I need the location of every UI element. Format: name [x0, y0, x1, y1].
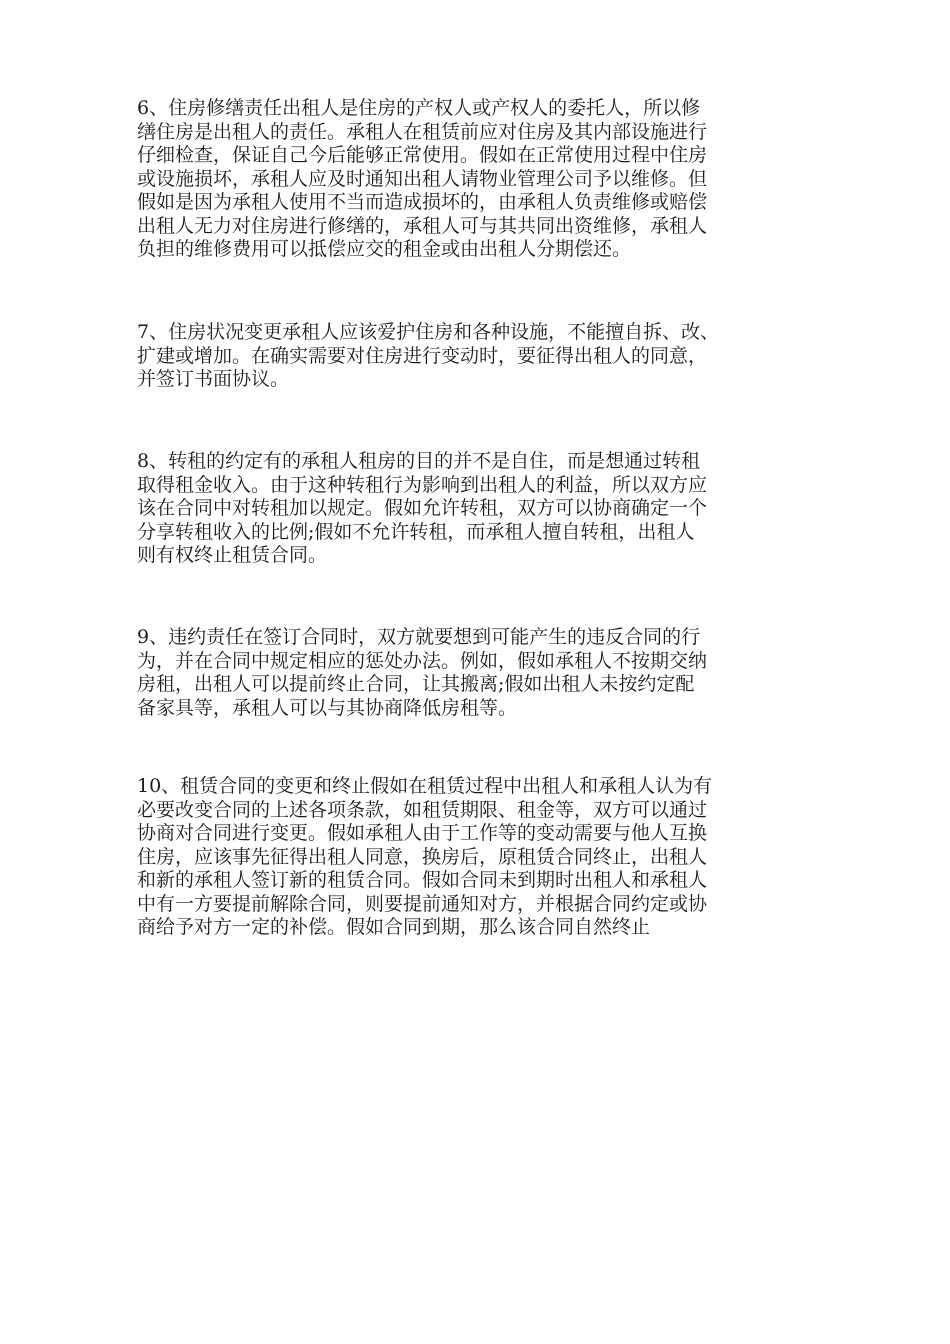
paragraph-line: 扩建或增加。在确实需要对住房进行变动时，要征得出租人的同意， — [137, 344, 708, 367]
paragraph-line: 负担的维修费用可以抵偿应交的租金或由出租人分期偿还。 — [137, 238, 632, 260]
paragraph-line: 为，并在合同中规定相应的惩处办法。例如，假如承租人不按期交纳 — [137, 649, 708, 672]
paragraph-7-housing-changes — [137, 321, 719, 392]
paragraph-line: 该在合同中对转租加以规定。假如允许转租，双方可以协商确定一个 — [137, 497, 708, 519]
paragraph-line: 取得租金收入。由于这种转租行为影响到出租人的利益，所以双方应 — [137, 473, 708, 496]
paragraph-line: 10、租赁合同的变更和终止假如在租赁过程中出租人和承租人认为有 — [137, 775, 713, 797]
paragraph-10-contract-change-termination — [137, 775, 712, 940]
paragraph-line: 6、住房修缮责任出租人是住房的产权人或产权人的委托人，所以修 — [137, 97, 701, 119]
paragraph-6-repair-responsibility — [137, 97, 707, 262]
paragraph-line: 备家具等，承租人可以与其协商降低房租等。 — [137, 696, 518, 719]
paragraph-line: 并签订书面协议。 — [137, 368, 290, 390]
paragraph-line: 仔细检查，保证自己今后能够正常使用。假如在正常使用过程中住房 — [137, 144, 708, 166]
paragraph-line: 分享转租收入的比例;假如不允许转租，而承租人擅自转租，出租人 — [137, 520, 695, 543]
paragraph-line: 9、违约责任在签订合同时，双方就要想到可能产生的违反合同的行 — [137, 626, 701, 648]
paragraph-line: 住房，应该事先征得出租人同意，换房后，原租赁合同终止，出租人 — [137, 845, 708, 868]
paragraph-line: 协商对合同进行变更。假如承租人由于工作等的变动需要与他人互换 — [137, 822, 708, 844]
paragraph-line: 出租人无力对住房进行修缮的，承租人可与其共同出资维修，承租人 — [137, 214, 708, 237]
paragraph-line: 必要改变合同的上述各项条款，如租赁期限、租金等，双方可以通过 — [137, 798, 708, 821]
paragraph-line: 房租，出租人可以提前终止合同，让其搬离;假如出租人未按约定配 — [137, 673, 695, 695]
paragraph-line: 和新的承租人签订新的租赁合同。假如合同未到期时出租人和承租人 — [137, 869, 708, 891]
paragraph-line: 则有权终止租赁合同。 — [137, 544, 328, 566]
paragraph-line: 商给予对方一定的补偿。假如合同到期，那么该合同自然终止 — [137, 916, 651, 938]
paragraph-line: 或设施损坏，承租人应及时通知出租人请物业管理公司予以维修。但 — [137, 167, 708, 190]
paragraph-line: 缮住房是出租人的责任。承租人在租赁前应对住房及其内部设施进行 — [137, 120, 708, 143]
paragraph-9-liability — [137, 626, 707, 720]
paragraph-line: 8、转租的约定有的承租人租房的目的并不是自住，而是想通过转租 — [137, 450, 701, 472]
paragraph-line: 7、住房状况变更承租人应该爱护住房和各种设施，不能擅自拆、改、 — [137, 321, 720, 343]
paragraph-line: 中有一方要提前解除合同，则要提前通知对方，并根据合同约定或协 — [137, 892, 708, 915]
paragraph-line: 假如是因为承租人使用不当而造成损坏的，由承租人负责维修或赔偿 — [137, 191, 708, 213]
paragraph-8-sublease — [137, 450, 707, 568]
